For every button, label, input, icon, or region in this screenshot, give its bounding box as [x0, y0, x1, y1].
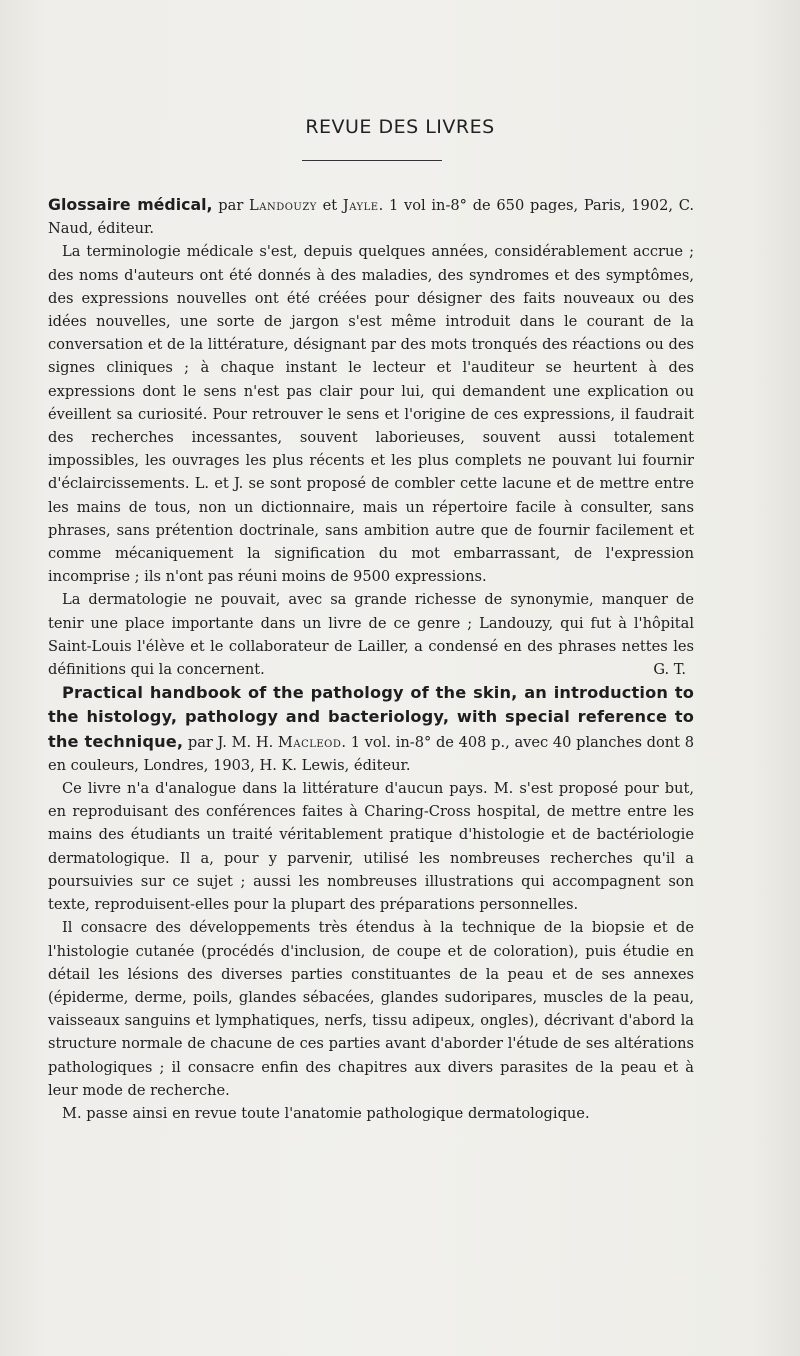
review-1-author-2: Jayle [342, 197, 379, 214]
page-title: REVUE DES LIVRES [305, 116, 495, 138]
review-2-paragraph-1: Ce livre n'a d'analogue dans la littérature d'aucun pays. M. s'est proposé pour but, en reproduisant des conférences faites à Charing-Cross hospital, de mettre entre les mains des étudiants un traité véritablement pratique d'histologie et de bactériologie dermatologique. Il a, pour y parvenir, utilisé les nombreuses recherches qu'il a poursuivies sur ce sujet ; aussi les nombreuses illustrations qui accompagnent son texte, reproduisent-elles pour la plupart des préparations personnelles. [48, 780, 694, 914]
review-2-pub-info: . 1 vol. in-8° de 408 p., avec 40 planches dont 8 en couleurs, Londres, 1903, H. K. Lewis, éditeur. [48, 733, 694, 774]
review-1-author-1: Landouzy [249, 197, 317, 214]
review-2-book-title: Practical handbook of the pathology of the skin, an introduction to the histology, pathology and bacteriology, with special reference to the technique, [48, 683, 694, 751]
review-2-author: Macleod [277, 733, 342, 751]
review-1-and: et [316, 197, 343, 214]
review-2-by: par J. M. H. [183, 733, 278, 751]
review-1-pub-info: . 1 vol in-8° de 650 pages, Paris, 1902, C. Naud, éditeur. [48, 197, 695, 238]
review-body [48, 193, 694, 1125]
review-1-by: par [212, 197, 250, 214]
review-2-paragraph-2: Il consacre des développements très étendus à la technique de la biopsie et de l'histologie cutanée (procédés d'inclusion, de coupe et de coloration), puis étudie en détail les lésions des diverses parties constituantes de la peau et de ses annexes (épiderme, derme, poils, glandes sébacées, glandes sudoripares, muscles de la peau, vaisseaux sanguins et lymphatiques, nerfs, tissu adipeux, ongles), décrivant d'abord la structure normale de chacune de ces parties avant d'aborder l'étude de ses altérations pathologiques ; il consacre enfin des chapitres aux divers parasites de la peau et à leur mode de recherche. [48, 919, 694, 1099]
review-1-paragraph-1: La terminologie médicale s'est, depuis quelques années, considérablement accrue ; des noms d'auteurs ont été donnés à des maladies, des syndromes et des symptômes, des expressions nouvelles ont été créées pour désigner des faits nouveaux ou des idées nouvelles, une sorte de jargon s'est même introduit dans le courant de la conversation et de la littérature, désignant par des mots tronqués des réactions ou des signes cliniques ; à chaque instant le lecteur et l'auditeur se heurtent à des expressions dont le sens n'est pas clair pour lui, qui demandent une explication ou éveillent sa curiosité. Pour retrouver le sens et l'origine de ces expressions, il faudrait des recherches incessantes, souvent laborieuses, souvent aussi totalement impossibles, les ouvrages les plus récents et les plus complets ne pouvant lui fournir d'éclaircissements. L. et J. se sont proposé de combler cette lacune et de mettre entre les mains de tous, non un dictionnaire, mais un répertoire facile à consulter, sans phrases, sans prétention doctrinale, sans ambition autre que de fournir facilement et comme mécaniquement la signification du mot embarrassant, de l'expression incomprise ; ils n'ont pas réuni moins de 9500 expressions. [48, 243, 694, 586]
review-1-paragraph-2-text: La dermatologie ne pouvait, avec sa grande richesse de synonymie, manquer de tenir une place importante dans un livre de ce genre ; Landouzy, qui fut à l'hôpital Saint-Louis l'élève et le collaborateur de Lailler, a condensé en des phrases nettes les définitions qui la concernent. [48, 591, 694, 679]
review-1-heading [48, 193, 694, 240]
review-1-signature: G. T. [653, 661, 686, 679]
review-2-heading [48, 681, 694, 777]
title-rule [302, 160, 442, 161]
review-1-book-title: Glossaire médical, [48, 195, 213, 214]
review-1-paragraph-2 [48, 588, 694, 681]
review-2-paragraph-3: M. passe ainsi en revue toute l'anatomie pathologique dermatologique. [62, 1104, 590, 1122]
